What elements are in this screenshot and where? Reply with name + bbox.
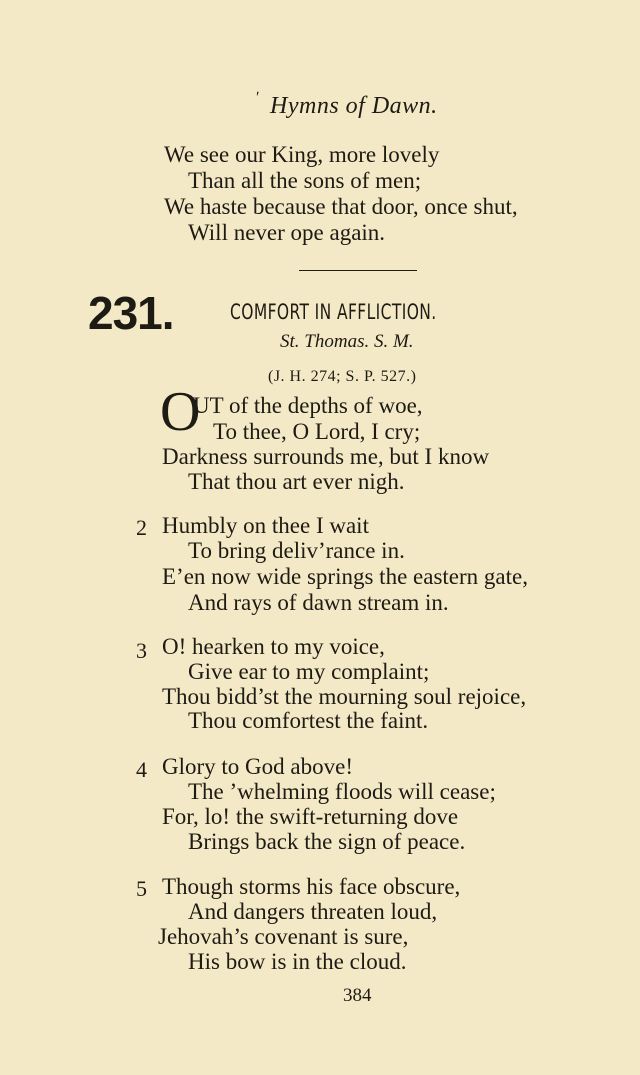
verse-line: O! hearken to my voice, xyxy=(162,634,385,659)
hymn-number: 231. xyxy=(88,287,174,339)
prev-hymn-line: Than all the sons of men; xyxy=(188,168,422,193)
verse-line: And rays of dawn stream in. xyxy=(188,590,449,615)
verse-line: Darkness surrounds me, but I know xyxy=(162,444,490,469)
page-number: 384 xyxy=(343,985,372,1006)
section-divider xyxy=(299,270,417,271)
verse-line: Brings back the sign of peace. xyxy=(188,829,466,854)
prev-hymn-line: Will never ope again. xyxy=(188,220,386,245)
hymn-title: COMFORT IN AFFLICTION. xyxy=(230,300,437,324)
verse-line: Glory to God above! xyxy=(162,754,353,779)
verse-line: The ’whelming floods will cease; xyxy=(188,779,496,804)
verse-number: 2 xyxy=(136,515,147,540)
running-head-title: Hymns of Dawn. xyxy=(270,93,438,119)
verse-line: Humbly on thee I wait xyxy=(162,513,369,538)
hymn-references: (J. H. 274; S. P. 527.) xyxy=(268,368,417,385)
verse-line: Give ear to my complaint; xyxy=(188,659,430,684)
running-head-mark: ʹ xyxy=(256,89,260,106)
verse-line: Though storms his face obscure, xyxy=(162,874,461,899)
verse-number: 4 xyxy=(136,757,147,782)
verse-line: That thou art ever nigh. xyxy=(188,469,405,494)
verse-line: His bow is in the cloud. xyxy=(188,949,407,974)
verse-line: Thou comfortest the faint. xyxy=(188,708,429,733)
verse-line: UT of the depths of woe, xyxy=(193,393,423,418)
verse-line: E’en now wide springs the eastern gate, xyxy=(162,564,528,589)
running-head xyxy=(256,89,438,120)
verse-number: 3 xyxy=(136,638,147,663)
verse-number: 5 xyxy=(136,876,147,901)
verse-line: Jehovah’s covenant is sure, xyxy=(158,924,409,949)
drop-cap: O xyxy=(160,381,201,443)
prev-hymn-line: We haste because that door, once shut, xyxy=(164,194,518,219)
verse-line: To thee, O Lord, I cry; xyxy=(213,419,421,444)
tune-name: St. Thomas. S. M. xyxy=(280,331,414,352)
verse-line: Thou bidd’st the mourning soul rejoice, xyxy=(162,684,527,709)
prev-hymn-line: We see our King, more lovely xyxy=(164,142,440,167)
verse-line: And dangers threaten loud, xyxy=(188,899,438,924)
verse-line: To bring deliv’rance in. xyxy=(188,538,405,563)
verse-line: For, lo! the swift-returning dove xyxy=(162,804,459,829)
